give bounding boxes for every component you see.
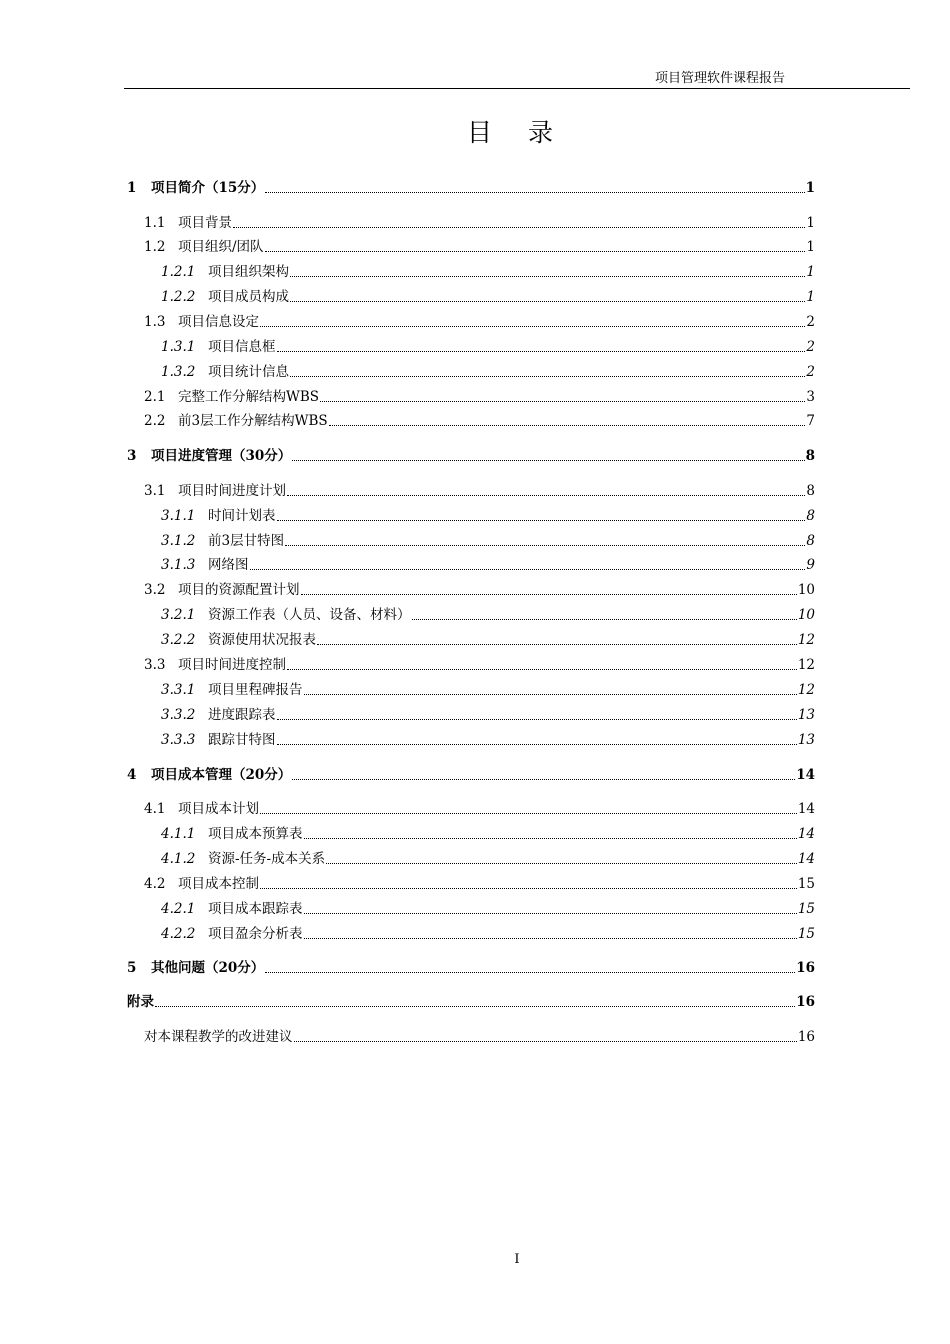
toc-entry-number: 3.3.1 — [161, 682, 196, 698]
toc-entry-level2[interactable] — [144, 215, 815, 231]
toc-entry-number: 1.2.1 — [161, 264, 196, 280]
toc-entry-page: 14 — [797, 801, 815, 817]
toc-entry-page: 15 — [797, 876, 815, 892]
toc-entry-level3[interactable] — [161, 289, 815, 305]
toc-entry-title: 项目时间进度计划 — [178, 483, 286, 499]
toc-entry-page: 10 — [797, 582, 815, 598]
toc-entry-title: 项目统计信息 — [208, 364, 289, 380]
toc-entry-title: 完整工作分解结构WBS — [178, 389, 320, 405]
toc-dot-leader — [233, 227, 805, 228]
toc-entry-number: 1.3.1 — [161, 339, 196, 355]
toc-entry-title: 进度跟踪表 — [208, 707, 276, 723]
toc-entry-level3[interactable] — [161, 732, 815, 748]
toc-entry-title: 项目组织架构 — [208, 264, 289, 280]
toc-entry-page: 12 — [797, 682, 815, 698]
toc-dot-leader — [304, 913, 797, 914]
toc-entry-page: 12 — [797, 657, 815, 673]
toc-entry-title: 网络图 — [208, 557, 249, 573]
toc-dot-leader — [277, 520, 806, 521]
toc-entry-page: 13 — [797, 732, 815, 748]
toc-entry-title: 项目成员构成 — [208, 289, 289, 305]
toc-entry-number: 3.1.1 — [161, 508, 196, 524]
toc-entry-level3[interactable] — [161, 826, 815, 842]
toc-dot-leader — [260, 888, 797, 889]
toc-entry-level2[interactable] — [144, 389, 815, 405]
toc-entry-title: 对本课程教学的改进建议 — [144, 1029, 293, 1045]
toc-entry-title: 附录 — [127, 994, 154, 1010]
toc-entry-number: 2.2 — [144, 413, 166, 429]
toc-dot-leader — [294, 1041, 797, 1042]
toc-dot-leader — [301, 594, 797, 595]
toc-dot-leader — [290, 301, 805, 302]
toc-entry-title: 项目组织/团队 — [178, 239, 264, 255]
toc-entry-title: 项目信息框 — [208, 339, 276, 355]
toc-dot-leader — [304, 938, 797, 939]
toc-entry-page: 14 — [797, 826, 815, 842]
running-header: 项目管理软件课程报告 — [654, 71, 785, 86]
toc-dot-leader — [320, 401, 805, 402]
toc-dot-leader — [412, 619, 797, 620]
toc-entry-title: 项目成本计划 — [178, 801, 259, 817]
toc-dot-leader — [329, 425, 806, 426]
toc-entry-number: 1 — [127, 180, 137, 196]
toc-entry-level1[interactable] — [127, 448, 815, 464]
toc-dot-leader — [250, 569, 806, 570]
toc-entry-level1[interactable] — [127, 767, 815, 783]
toc-entry-level2[interactable] — [144, 876, 815, 892]
toc-entry-page: 1 — [806, 215, 815, 231]
toc-entry-page: 3 — [806, 389, 815, 405]
toc-dot-leader — [265, 972, 795, 973]
toc-entry-title: 项目成本管理（20分） — [151, 767, 292, 783]
header-rule — [124, 88, 910, 89]
toc-entry-page: 1 — [806, 239, 815, 255]
toc-entry-page: 1 — [806, 289, 815, 305]
toc-title: 目 录 — [467, 118, 567, 147]
toc-entry-page: 8 — [806, 483, 815, 499]
toc-entry-page: 2 — [806, 339, 815, 355]
toc-entry-page: 15 — [797, 901, 815, 917]
toc-entry-level2[interactable] — [144, 1029, 815, 1045]
toc-dot-leader — [290, 376, 805, 377]
toc-entry-title: 资源工作表（人员、设备、材料） — [208, 607, 411, 623]
toc-entry-level3[interactable] — [161, 557, 815, 573]
toc-entry-level1[interactable] — [127, 960, 815, 976]
toc-entry-page: 8 — [806, 508, 815, 524]
toc-entry-number: 1.2 — [144, 239, 166, 255]
toc-entry-number: 5 — [127, 960, 137, 976]
toc-entry-title: 项目时间进度控制 — [178, 657, 286, 673]
toc-entry-level3[interactable] — [161, 682, 815, 698]
toc-dot-leader — [317, 644, 797, 645]
toc-entry-number: 4.1.1 — [161, 826, 196, 842]
toc-entry-title: 项目成本预算表 — [208, 826, 303, 842]
toc-entry-number: 4.2.1 — [161, 901, 196, 917]
toc-dot-leader — [326, 863, 797, 864]
toc-entry-number: 1.3.2 — [161, 364, 196, 380]
toc-entry-page: 16 — [797, 1029, 815, 1045]
toc-entry-number: 1.1 — [144, 215, 166, 231]
toc-entry-title: 项目简介（15分） — [151, 180, 265, 196]
toc-entry-number: 3.3.3 — [161, 732, 196, 748]
toc-dot-leader — [277, 744, 797, 745]
toc-entry-level3[interactable] — [161, 607, 815, 623]
toc-dot-leader — [292, 779, 795, 780]
toc-entry-page: 9 — [806, 557, 815, 573]
toc-entry-level2[interactable] — [144, 483, 815, 499]
toc-entry-title: 前3层甘特图 — [208, 533, 285, 549]
toc-entry-level2[interactable] — [144, 239, 815, 255]
toc-entry-page: 10 — [797, 607, 815, 623]
toc-entry-number: 2.1 — [144, 389, 166, 405]
toc-entry-page: 15 — [797, 926, 815, 942]
toc-entry-level2[interactable] — [144, 801, 815, 817]
toc-entry-page: 13 — [797, 707, 815, 723]
toc-entry-level3[interactable] — [161, 339, 815, 355]
toc-entry-page: 14 — [796, 767, 815, 783]
toc-entry-page: 1 — [806, 264, 815, 280]
toc-dot-leader — [292, 460, 804, 461]
toc-entry-number: 4.1 — [144, 801, 166, 817]
toc-entry-level3[interactable] — [161, 851, 815, 867]
toc-dot-leader — [290, 276, 805, 277]
toc-entry-number: 3.3 — [144, 657, 166, 673]
toc-entry-level2[interactable] — [144, 582, 815, 598]
toc-entry-number: 4.1.2 — [161, 851, 196, 867]
toc-entry-level3[interactable] — [161, 901, 815, 917]
toc-entry-number: 3.1.2 — [161, 533, 196, 549]
toc-entry-level1[interactable] — [127, 994, 815, 1010]
toc-entry-number: 3.1.3 — [161, 557, 196, 573]
toc-entry-level1[interactable] — [127, 180, 815, 196]
toc-entry-number: 3.2 — [144, 582, 166, 598]
toc-entry-page: 14 — [797, 851, 815, 867]
toc-dot-leader — [285, 545, 805, 546]
toc-entry-title: 前3层工作分解结构WBS — [178, 413, 328, 429]
toc-entry-page: 8 — [805, 448, 815, 464]
toc-entry-number: 4.2 — [144, 876, 166, 892]
toc-entry-number: 3.1 — [144, 483, 166, 499]
toc-entry-title: 项目信息设定 — [178, 314, 259, 330]
toc-entry-page: 16 — [796, 994, 815, 1010]
toc-entry-title: 项目的资源配置计划 — [178, 582, 300, 598]
toc-entry-number: 4.2.2 — [161, 926, 196, 942]
toc-dot-leader — [287, 669, 797, 670]
toc-entry-title: 项目进度管理（30分） — [151, 448, 292, 464]
toc-entry-level3[interactable] — [161, 632, 815, 648]
toc-entry-title: 项目背景 — [178, 215, 232, 231]
toc-entry-title: 跟踪甘特图 — [208, 732, 276, 748]
toc-entry-title: 项目里程碑报告 — [208, 682, 303, 698]
toc-dot-leader — [265, 192, 804, 193]
toc-entry-level3[interactable] — [161, 364, 815, 380]
toc-entry-level2[interactable] — [144, 657, 815, 673]
toc-entry-level3[interactable] — [161, 707, 815, 723]
toc-dot-leader — [277, 351, 806, 352]
toc-dot-leader — [260, 326, 805, 327]
toc-entry-number: 3.2.2 — [161, 632, 196, 648]
toc-entry-number: 1.3 — [144, 314, 166, 330]
toc-dot-leader — [277, 719, 797, 720]
toc-entry-number: 4 — [127, 767, 137, 783]
toc-entry-page: 8 — [806, 533, 815, 549]
toc-entry-page: 12 — [797, 632, 815, 648]
toc-dot-leader — [260, 813, 797, 814]
toc-entry-title: 资源-任务-成本关系 — [208, 851, 326, 867]
toc-entry-level2[interactable] — [144, 413, 815, 429]
toc-entry-level2[interactable] — [144, 314, 815, 330]
toc-entry-title: 项目成本跟踪表 — [208, 901, 303, 917]
toc-dot-leader — [155, 1006, 795, 1007]
toc-entry-page: 2 — [806, 364, 815, 380]
toc-dot-leader — [304, 694, 797, 695]
toc-entry-number: 1.2.2 — [161, 289, 196, 305]
toc-dot-leader — [287, 495, 805, 496]
toc-entry-number: 3.3.2 — [161, 707, 196, 723]
toc-entry-page: 7 — [806, 413, 815, 429]
toc-entry-page: 16 — [796, 960, 815, 976]
toc-dot-leader — [304, 838, 797, 839]
toc-entry-level3[interactable] — [161, 264, 815, 280]
toc-entry-level3[interactable] — [161, 508, 815, 524]
toc-entry-title: 资源使用状况报表 — [208, 632, 316, 648]
page-number: I — [514, 1252, 520, 1267]
toc-entry-title: 项目盈余分析表 — [208, 926, 303, 942]
toc-entry-level3[interactable] — [161, 926, 815, 942]
toc-entry-title: 时间计划表 — [208, 508, 276, 524]
toc-entry-page: 1 — [805, 180, 815, 196]
toc-entry-title: 其他问题（20分） — [151, 960, 265, 976]
toc-entry-number: 3.2.1 — [161, 607, 196, 623]
toc-entry-title: 项目成本控制 — [178, 876, 259, 892]
toc-entry-page: 2 — [806, 314, 815, 330]
toc-entry-number: 3 — [127, 448, 137, 464]
toc-entry-level3[interactable] — [161, 533, 815, 549]
toc-dot-leader — [265, 251, 806, 252]
